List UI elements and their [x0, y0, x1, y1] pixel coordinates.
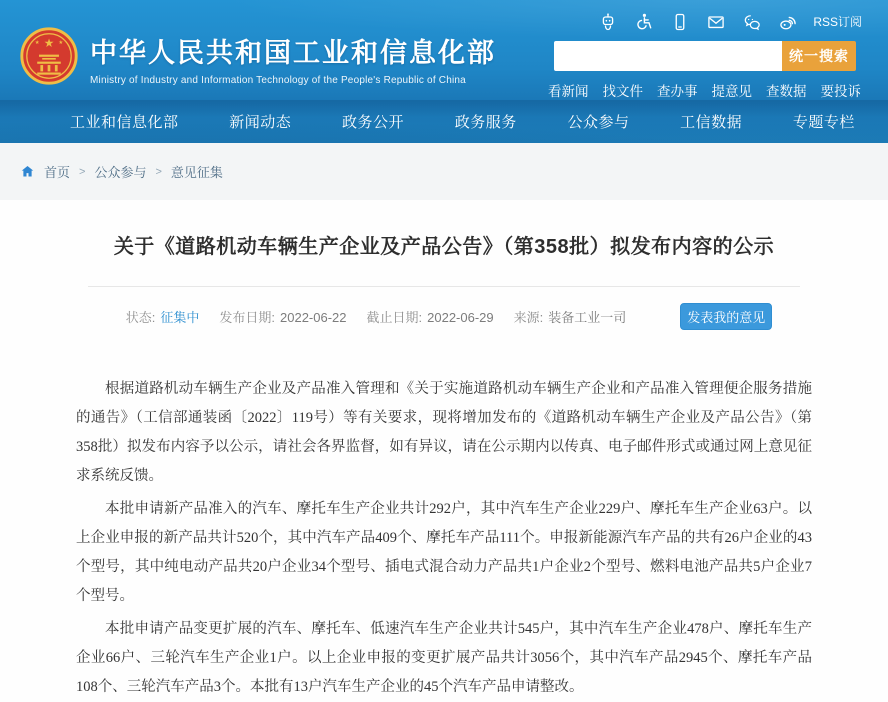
- quick-link-services[interactable]: 查办事: [657, 84, 698, 99]
- nav-item-news[interactable]: 新闻动态: [229, 114, 292, 131]
- meta-source-label: 来源:: [513, 310, 544, 325]
- accessibility-icon[interactable]: [633, 11, 654, 32]
- publish-date-value: 2022-06-22: [280, 310, 347, 325]
- nav-item-public-participation[interactable]: 公众参与: [567, 114, 630, 131]
- article-paragraph: 本批申请新产品准入的汽车、摩托车生产企业共计292户，其中汽车生产企业229户、摩托车生产企业63户。以上企业申报的新产品共计520个，其中汽车产品409个、摩托车产品111个。申报新能源汽车产品的共有26户企业的43个型号，其中纯电动产品共20户企业34个型号、插电式混合动力产品共1户企业2个型号、燃料电池产品共5户企业7个型号。: [76, 501, 812, 604]
- meta-status: [126, 307, 200, 326]
- search-area: [548, 41, 861, 100]
- quick-link-complaint[interactable]: 要投诉: [820, 84, 861, 99]
- site-brand: [20, 27, 496, 90]
- rss-subscribe-link[interactable]: RSS订阅: [813, 15, 862, 29]
- site-header: [0, 0, 888, 143]
- svg-text:★: ★: [34, 40, 40, 47]
- unified-search-button[interactable]: 统一搜索: [782, 41, 856, 71]
- mobile-icon[interactable]: [669, 11, 690, 32]
- breadcrumb: [20, 162, 223, 181]
- site-title-cn: 中华人民共和国工业和信息化部: [90, 38, 496, 68]
- robot-assistant-icon[interactable]: [597, 11, 618, 32]
- quick-link-news[interactable]: 看新闻: [548, 84, 589, 99]
- article-title: 关于《道路机动车辆生产企业及产品公告》（第358批）拟发布内容的公示: [113, 236, 775, 258]
- breadcrumb-home[interactable]: 首页: [44, 165, 71, 180]
- breadcrumb-separator: >: [79, 165, 86, 178]
- mail-icon[interactable]: [705, 11, 726, 32]
- nav-item-miit[interactable]: 工业和信息化部: [70, 114, 179, 131]
- nav-item-gov-open[interactable]: 政务公开: [341, 114, 404, 131]
- quick-link-data[interactable]: 查数据: [766, 84, 807, 99]
- svg-text:★: ★: [43, 35, 55, 50]
- meta-publish-date: [219, 307, 346, 326]
- breadcrumb-opinion-collection[interactable]: 意见征集: [170, 165, 223, 180]
- source-value: 装备工业一司: [548, 310, 627, 325]
- quick-link-files[interactable]: 找文件: [602, 84, 643, 99]
- article-meta-row: [0, 303, 888, 330]
- breadcrumb-strip: [0, 143, 888, 200]
- deadline-date-value: 2022-06-29: [427, 310, 494, 325]
- nav-item-data[interactable]: 工信数据: [680, 114, 743, 131]
- brand-text: [90, 31, 496, 86]
- breadcrumb-public-participation[interactable]: 公众参与: [94, 165, 147, 180]
- weibo-icon[interactable]: [777, 11, 798, 32]
- meta-deadline-label: 截止日期:: [366, 310, 423, 325]
- article-paragraph: 本批申请产品变更扩展的汽车、摩托车、低速汽车生产企业共计545户，其中汽车生产企业478户、摩托车生产企业66户、三轮汽车生产企业1户。以上企业申报的变更扩展产品共计3056个，其中汽车产品2945个、摩托车产品108个、三轮汽车产品3个。本批有13户汽车生产企业的45个汽车产品申请整改。: [76, 621, 812, 695]
- national-emblem-icon: [20, 27, 78, 90]
- search-input[interactable]: [554, 41, 782, 71]
- meta-source: [514, 307, 627, 326]
- breadcrumb-separator: >: [155, 165, 162, 178]
- meta-deadline-date: [367, 307, 494, 326]
- status-badge: 征集中: [160, 310, 200, 325]
- quick-links-row: [548, 80, 861, 100]
- site-title-en: Ministry of Industry and Information Technology of the People's Republic of China: [90, 75, 466, 86]
- nav-item-special[interactable]: 专题专栏: [792, 114, 855, 131]
- article-content: [0, 200, 888, 702]
- quick-link-suggest[interactable]: 提意见: [711, 84, 752, 99]
- home-icon[interactable]: [20, 164, 35, 179]
- wechat-icon[interactable]: [741, 11, 762, 32]
- meta-status-label: 状态:: [125, 310, 156, 325]
- meta-publish-label: 发布日期:: [219, 310, 275, 325]
- main-nav: [0, 100, 888, 143]
- nav-item-gov-service[interactable]: 政务服务: [454, 114, 517, 131]
- article-paragraph: 根据道路机动车辆生产企业及产品准入管理和《关于实施道路机动车辆生产企业和产品准入管理便企服务措施的通告》（工信部通装函〔2022〕119号）等有关要求，现将增加发布的《道路机动车辆生产企业及产品公告》（第358批）拟发布内容予以公示，请社会各界监督，如有异议，请在公示期内以传真、电子邮件形式或通过网上意见征求系统反馈。: [76, 381, 812, 484]
- submit-opinion-button[interactable]: 发表我的意见: [680, 303, 772, 330]
- article-body: [76, 375, 812, 702]
- title-divider: [88, 286, 800, 287]
- svg-text:★: ★: [58, 40, 64, 47]
- utility-icons-row: [597, 11, 862, 32]
